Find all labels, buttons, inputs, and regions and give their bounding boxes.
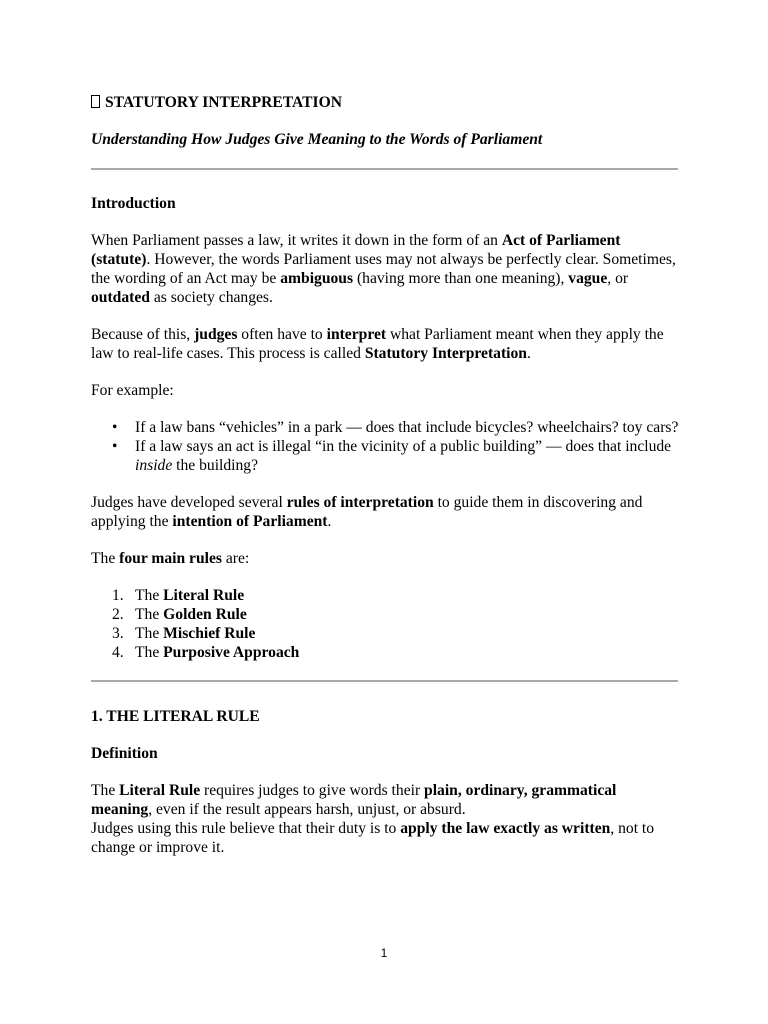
intro-paragraph-5: The four main rules are: [91, 550, 250, 567]
bullet-icon: • [112, 419, 118, 436]
section-divider [91, 680, 678, 682]
document-title [91, 93, 681, 112]
document-subtitle: Understanding How Judges Give Meaning to the Words of Parliament [91, 131, 543, 148]
intro-paragraph-1: When Parliament passes a law, it writes it down in the form of an Act of Parliament (statute). However, the words Parliament uses may not always be perfectly clear. Sometimes, the wording of an Act may be ambiguous (having more than one meaning), vague, or outdated as society changes. [91, 232, 676, 306]
document-title-text: STATUTORY INTERPRETATION [105, 94, 343, 111]
literal-rule-paragraph-1: The Literal Rule requires judges to give words their plain, ordinary, grammatical meaning, even if the result appears harsh, unjust, or absurd. [91, 782, 617, 818]
list-item: 2. The Golden Rule [112, 606, 247, 623]
introduction-heading: Introduction [91, 195, 176, 212]
list-item: 3. The Mischief Rule [112, 625, 256, 642]
intro-paragraph-4: Judges have developed several rules of interpretation to guide them in discovering and applying the intention of Parliament. [91, 494, 643, 530]
bullet-icon: • [112, 438, 118, 455]
list-item: 4. The Purposive Approach [112, 644, 300, 661]
rules-list [91, 586, 681, 662]
definition-heading: Definition [91, 745, 158, 762]
missing-glyph-icon [91, 95, 100, 108]
list-item: • If a law bans “vehicles” in a park — does that include bicycles? wheelchairs? toy cars? [112, 419, 679, 436]
section-divider [91, 168, 678, 170]
page-number: 1 [380, 946, 388, 960]
literal-rule-paragraph-2: Judges using this rule believe that their duty is to apply the law exactly as written, not to change or improve it. [91, 820, 655, 856]
list-item: 1. The Literal Rule [112, 587, 245, 604]
literal-rule-heading: 1. THE LITERAL RULE [91, 708, 260, 725]
intro-paragraph-3: For example: [91, 382, 174, 399]
document-page [91, 93, 681, 857]
intro-paragraph-2: Because of this, judges often have to interpret what Parliament meant when they apply the law to real-life cases. This process is called Statutory Interpretation. [91, 326, 664, 362]
list-item: • If a law says an act is illegal “in the vicinity of a public building” — does that include inside the building? [112, 438, 672, 474]
example-list [91, 418, 681, 475]
